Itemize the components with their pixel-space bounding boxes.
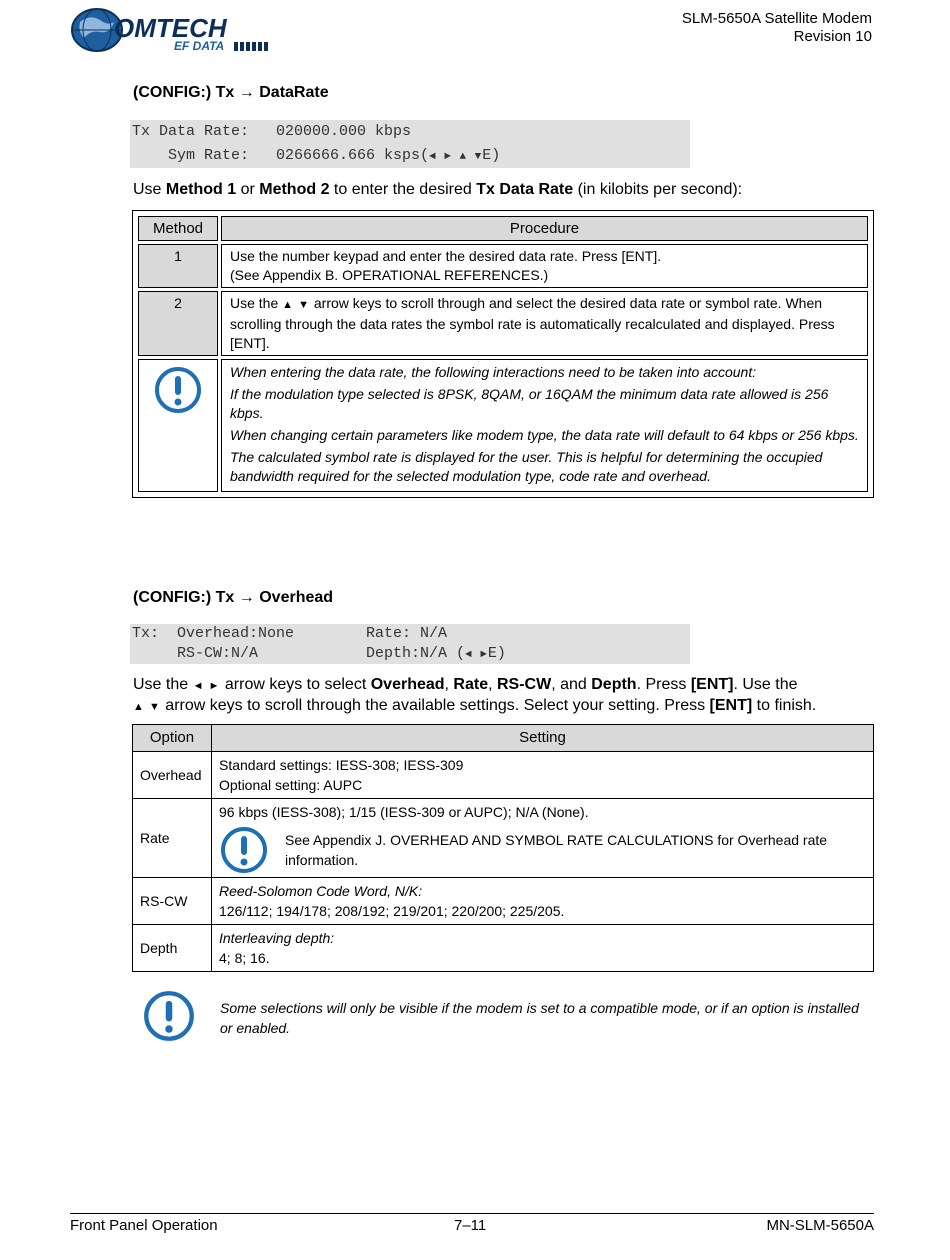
globe-logo-icon	[70, 4, 290, 54]
footer-divider	[70, 1213, 874, 1214]
bottom-note-icon-wrap	[143, 990, 195, 1047]
table-row	[133, 925, 874, 972]
page-number: 7–11	[454, 1217, 487, 1234]
lcd-line-2: RS-CW:N/A Depth:N/A (◄ ►E)	[132, 645, 506, 662]
datarate-intro: Use Method 1 or Method 2 to enter the desired Tx Data Rate (in kilobits per second):	[133, 181, 743, 198]
section-title-overhead: (CONFIG:) Tx → Overhead	[133, 589, 334, 606]
setting-text: Standard settings: IESS-308; IESS-309 Optional setting: AUPC	[212, 752, 874, 799]
method-number: 2	[138, 291, 218, 356]
lcd-display-datarate	[130, 120, 690, 168]
doc-revision: Revision 10	[793, 28, 872, 45]
table-row	[133, 752, 874, 799]
footer-right: MN-SLM-5650A	[766, 1217, 874, 1234]
svg-text:EF DATA: EF DATA	[174, 39, 225, 53]
arrow-keys-icon: ▲ ▼	[282, 299, 310, 311]
overhead-intro: Use the ◄ ► arrow keys to select Overhead, Rate, RS-CW, and Depth. Press [ENT]. Use the ▲ ▼ arrow keys to scroll through the available settings. Select your setting. Press [ENT] to finish.	[133, 676, 817, 714]
header-setting: Setting	[212, 725, 874, 752]
lcd-line-1: Tx Data Rate: 020000.000 kbps	[132, 123, 412, 140]
setting-text: Reed-Solomon Code Word, N/K: 126/112; 194/178; 208/192; 219/201; 220/200; 225/205.	[212, 878, 874, 925]
table-row	[133, 799, 874, 878]
option-name: RS-CW	[133, 878, 212, 925]
arrow-keys-icon: ◄ ►	[465, 649, 488, 661]
option-name: Rate	[133, 799, 212, 878]
important-note-icon	[219, 826, 269, 874]
arrow-keys-icon: ▲ ▼	[133, 701, 161, 713]
rate-note: See Appendix J. OVERHEAD AND SYMBOL RATE CALCULATIONS for Overhead rate information.	[285, 832, 828, 868]
lcd-line-2: Sym Rate: 0266666.666 ksps(◄ ► ▲ ▼E)	[132, 147, 501, 164]
header-procedure: Procedure	[221, 216, 868, 241]
method-table	[132, 210, 874, 498]
important-note: When entering the data rate, the following interactions need to be taken into account: If the modulation type selected is 8PSK, 8QAM, or 16QAM the minimum data rate allowed is 256 kbps. When changing certain parameters like modem type, the data rate will default to 64 kbps or 256 kbps. The calculated symbol rate is displayed for the user. This is helpful for determining the occupied bandwidth required for the selected modulation type, code rate and overhead.	[221, 359, 868, 492]
right-arrow-icon: →	[238, 84, 255, 101]
procedure-text: Use the ▲ ▼ arrow keys to scroll through and select the desired data rate or symbol rate. When scrolling through the data rates the symbol rate is automatically recalculated and displayed. Press [ENT].	[221, 291, 868, 356]
option-name: Depth	[133, 925, 212, 972]
lcd-line-1: Tx: Overhead:None Rate: N/A	[132, 625, 448, 642]
doc-title: SLM-5650A Satellite Modem	[681, 10, 872, 27]
overhead-options-table	[132, 724, 874, 972]
document-header	[682, 10, 872, 46]
footer-left: Front Panel Operation	[70, 1217, 218, 1234]
lcd-display-overhead	[130, 624, 690, 664]
bottom-note: Some selections will only be visible if the modem is set to a compatible mode, or if an option is installed or enabled.	[220, 1000, 859, 1036]
note-icon-cell	[138, 359, 218, 492]
procedure-text: Use the number keypad and enter the desired data rate. Press [ENT]. (See Appendix B. OPERATIONAL REFERENCES.)	[221, 244, 868, 288]
option-name: Overhead	[133, 752, 212, 799]
arrow-keys-icon: ◄ ► ▲ ▼	[429, 151, 483, 163]
setting-text: 96 kbps (IESS-308); 1/15 (IESS-309 or AUPC); N/A (None). See Appendix J. OVERHEAD AND SYMBOL RATE CALCULATIONS for Overhead rate information.	[212, 799, 874, 878]
table-row	[138, 359, 868, 492]
table-row	[133, 878, 874, 925]
table-row	[138, 244, 868, 288]
arrow-keys-icon: ◄ ►	[192, 680, 221, 692]
important-note-icon	[154, 366, 202, 414]
right-arrow-icon: →	[238, 589, 255, 606]
svg-text:OMTECH: OMTECH	[114, 13, 227, 43]
table-row	[138, 291, 868, 356]
header-option: Option	[133, 725, 212, 752]
header-method: Method	[138, 216, 218, 241]
method-number: 1	[138, 244, 218, 288]
setting-text: Interleaving depth: 4; 8; 16.	[212, 925, 874, 972]
comtech-logo	[70, 4, 290, 54]
important-note-icon	[143, 990, 195, 1042]
section-title-datarate: (CONFIG:) Tx → DataRate	[133, 84, 329, 101]
